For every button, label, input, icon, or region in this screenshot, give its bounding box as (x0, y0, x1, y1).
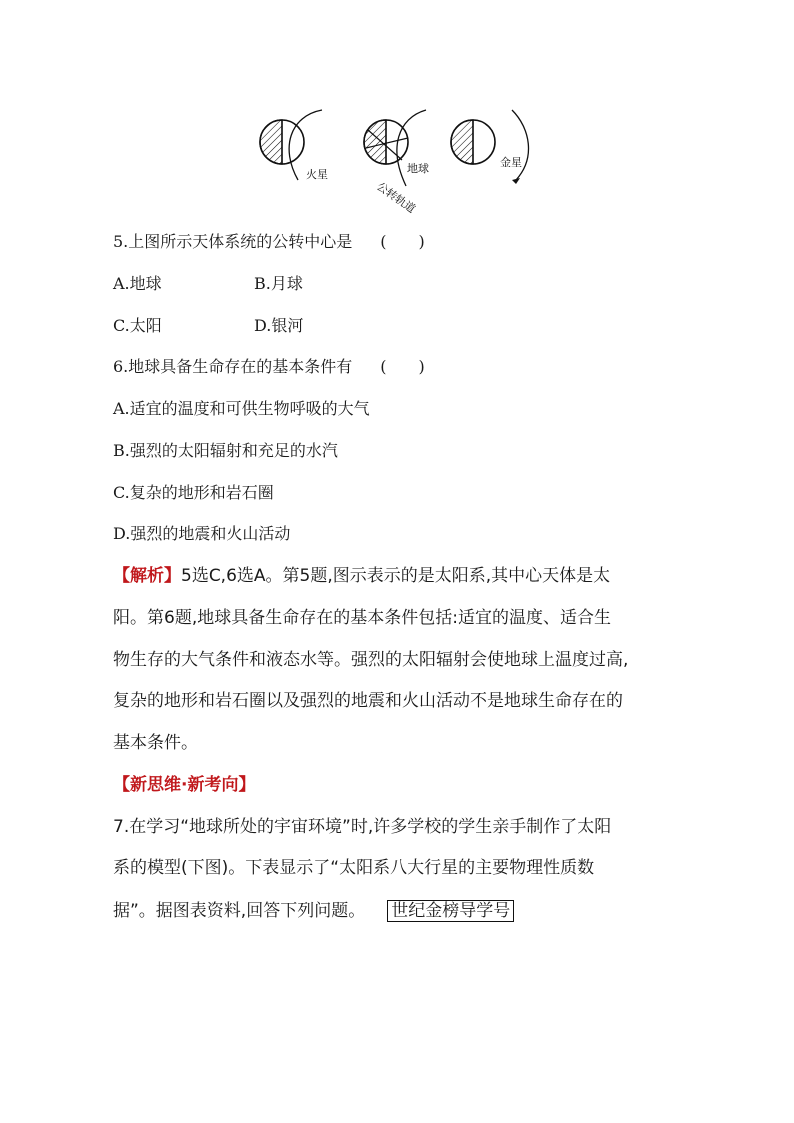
q7-line-1: 7.在学习“地球所处的宇宙环境”时,许多学校的学生亲手制作了太阳 (113, 817, 612, 837)
analysis-line-5: 基本条件。 (113, 733, 198, 753)
q5-option-c: C.太阳 (113, 316, 162, 335)
q6-option-a: A.适宜的温度和可供生物呼吸的大气 (113, 399, 370, 418)
q6-option-c: C.复杂的地形和岩石圈 (113, 483, 274, 502)
q7-text-3: 据”。据图表资料,回答下列问题。 (113, 901, 366, 921)
analysis-line-3: 物生存的大气条件和液态水等。强烈的太阳辐射会使地球上温度过高, (113, 650, 629, 670)
section-heading: 【新思维·新考向】 (113, 775, 256, 795)
q6-stem-text: 6.地球具备生命存在的基本条件有 (113, 357, 353, 376)
analysis-line-4: 复杂的地形和岩石圈以及强烈的地震和火山活动不是地球生命存在的 (113, 691, 623, 711)
orbit-label: 公转轨道 (374, 179, 418, 216)
q5-option-d: D.银河 (254, 316, 304, 335)
q7-line-3 (113, 900, 688, 922)
earth-label: 地球 (407, 162, 429, 175)
q6-option-d: D.强烈的地震和火山活动 (113, 524, 291, 543)
q5-option-b: B.月球 (254, 274, 303, 293)
analysis-line-2: 阳。第6题,地球具备生命存在的基本条件包括:适宜的温度、适合生 (113, 608, 611, 628)
q5-answer-paren: ( ) (380, 232, 425, 251)
source-tag-box: 世纪金榜导学号 (387, 900, 514, 922)
q7-line-2: 系的模型(下图)。下表显示了“太阳系八大行星的主要物理性质数 (113, 858, 595, 878)
q5-stem (113, 232, 425, 252)
q6-stem (113, 357, 425, 377)
analysis-line-1 (113, 566, 688, 586)
q6-answer-paren: ( ) (380, 357, 425, 376)
mars-label: 火星 (306, 168, 328, 181)
venus-label: 金星 (500, 156, 522, 169)
analysis-tag: 【解析】 (113, 566, 181, 586)
analysis-text-1: 5选C,6选A。第5题,图示表示的是太阳系,其中心天体是太 (181, 566, 611, 586)
q5-stem-text: 5.上图所示天体系统的公转中心是 (113, 232, 353, 251)
planet-orbit-diagram (250, 108, 540, 218)
planet-orbit-figure (250, 108, 540, 218)
q5-option-a: A.地球 (113, 274, 162, 293)
venus-planet (451, 110, 528, 184)
q6-option-b: B.强烈的太阳辐射和充足的水汽 (113, 441, 338, 460)
